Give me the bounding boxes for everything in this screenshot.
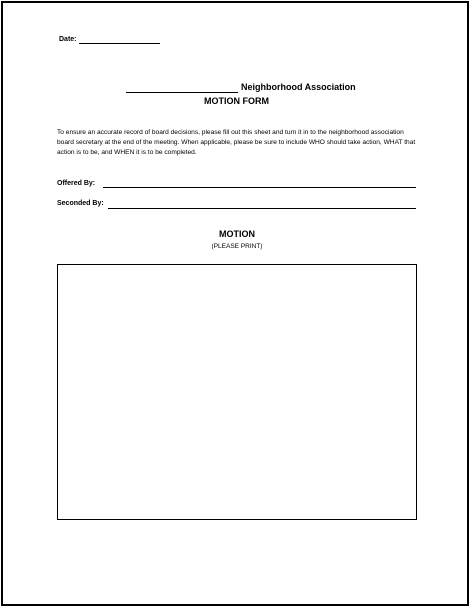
motion-heading: MOTION — [219, 229, 255, 239]
seconded-by-label: Seconded By: — [57, 200, 104, 207]
association-name-field[interactable] — [126, 92, 238, 93]
form-title: MOTION FORM — [204, 96, 269, 106]
motion-text-area[interactable] — [57, 264, 417, 520]
date-label: Date: — [59, 36, 77, 43]
offered-by-field[interactable] — [103, 187, 416, 188]
seconded-by-field[interactable] — [108, 208, 416, 209]
offered-by-label: Offered By: — [57, 180, 96, 187]
association-name-label: Neighborhood Association — [241, 82, 356, 92]
motion-subheading: (PLEASE PRINT) — [211, 243, 263, 250]
date-field[interactable] — [79, 43, 160, 44]
instructions-text: To ensure an accurate record of board decisions, please fill out this sheet and turn it in to the neighborhood association board secretary at the end of the meeting. When applicable, please be sure to include WHO should take action, WHAT that action is to be, and WHEN it is to be completed. — [57, 129, 416, 156]
